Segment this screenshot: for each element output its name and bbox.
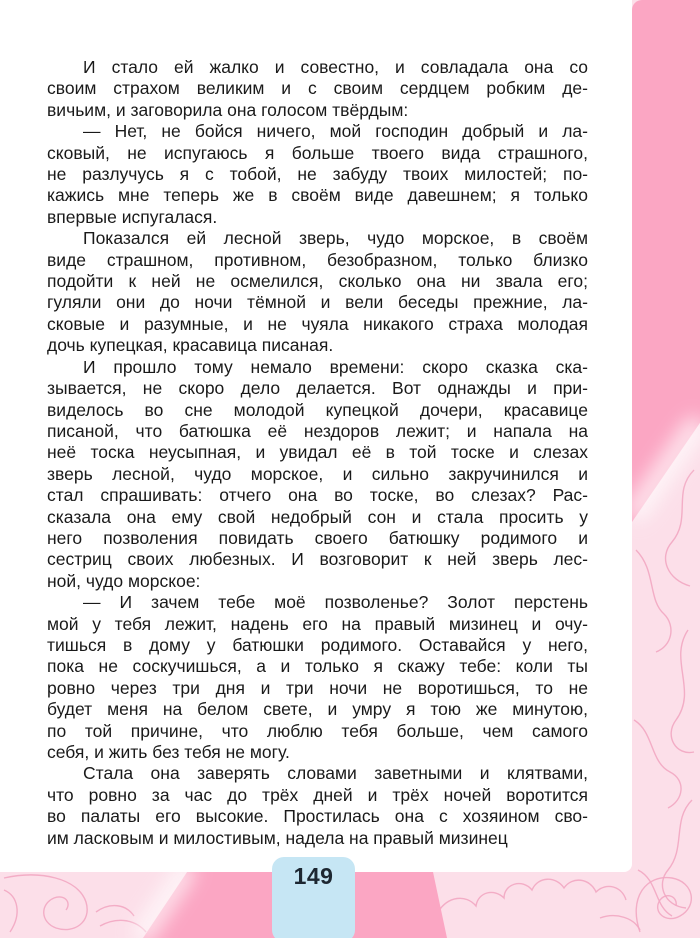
text-line: сказала она ему свой недобрый сон и стала просить у [47, 506, 588, 527]
paragraph-4 [47, 357, 588, 592]
text-line: зверь лесной, чудо морское, и сильно закручинился и [47, 463, 588, 484]
story-text [47, 57, 588, 849]
text-line: себя, и жить без тебя не могу. [47, 742, 290, 762]
text-line: подойти к ней не осмелился, сколько она ни звала его; [47, 271, 588, 292]
text-line: гуляли они до ночи тёмной и вели беседы прежние, ла- [47, 292, 588, 313]
text-line: по той причине, что люблю тебя больше, чем самого [47, 720, 588, 741]
text-line: виде страшном, противном, безобразном, только близко [47, 249, 588, 270]
text-line: сковый, не испугаюсь я больше твоего вида страшного, [47, 142, 588, 163]
text-line: — Нет, не бойся ничего, мой господин добрый и ла- [83, 121, 588, 142]
text-line: ной, чудо морское: [47, 570, 201, 591]
paragraph-2 [47, 121, 588, 228]
text-line: впервые испугалася. [47, 206, 218, 227]
text-line: пока не соскучишься, а и только я скажу тебе: коли ты [47, 656, 588, 677]
text-line: дочь купецкая, красавица писаная. [47, 335, 334, 356]
paragraph-5 [47, 592, 588, 763]
text-line: будет меня на белом свете, и умру я тою же минутою, [47, 699, 588, 720]
text-line: неё тоска неусыпная, и увидал её в той тоске и слезах [47, 442, 588, 463]
text-line: вичьим, и заговорила она голосом твёрдым: [47, 99, 409, 120]
text-line: стал спрашивать: отчего она во тоске, во слезах? Рас- [47, 485, 588, 506]
text-line: — И зачем тебе моё позволенье? Золот перстень [83, 592, 588, 613]
text-line: сестриц своих любезных. И возговорит к ней зверь лес- [47, 549, 588, 570]
text-line: писаной, что батюшка её нездоров лежит; и напала на [47, 420, 588, 441]
text-line: своим страхом великим и с своим сердцем робким де- [47, 78, 588, 99]
page-number-badge [272, 857, 355, 938]
text-line: виделось во сне молодой купецкой дочери, красавице [47, 399, 588, 420]
text-line: во палаты его высокие. Простилась она с хозяином сво- [47, 806, 588, 827]
page-number: 149 [293, 863, 334, 889]
text-line: И стало ей жалко и совестно, и совладала она со [83, 57, 588, 77]
text-line: Показался ей лесной зверь, чудо морское, в своём [83, 228, 588, 249]
text-line: ровно через три дня и три ночи не воротишься, то не [47, 677, 588, 698]
paragraph-6 [47, 763, 588, 849]
text-line: Стала она заверять словами заветными и клятвами, [83, 763, 588, 784]
text-line: им ласковым и милостивым, надела на правый мизинец [47, 827, 508, 848]
paragraph-1 [47, 57, 588, 121]
text-line: тишься в дому у батюшки родимого. Оставайся у него, [47, 634, 588, 655]
text-line: кажись мне теперь же в своём виде давешнем; я только [47, 185, 588, 206]
text-line: И прошло тому немало времени: скоро сказка ска- [83, 356, 588, 377]
text-line: мой у тебя лежит, надень его на правый мизинец и очу- [47, 613, 588, 634]
text-line: что ровно за час до трёх дней и трёх ночей воротится [47, 784, 588, 805]
text-line: не разлучусь я с тобой, не забуду твоих милостей; по- [47, 164, 588, 185]
text-line: сковые и разумные, и не чуяла никакого страха молодая [47, 313, 588, 334]
text-line: зывается, не скоро дело делается. Вот однажды и при- [47, 378, 588, 399]
text-line: него позволения повидать своего батюшку родимого и [47, 527, 588, 548]
paragraph-3 [47, 228, 588, 356]
